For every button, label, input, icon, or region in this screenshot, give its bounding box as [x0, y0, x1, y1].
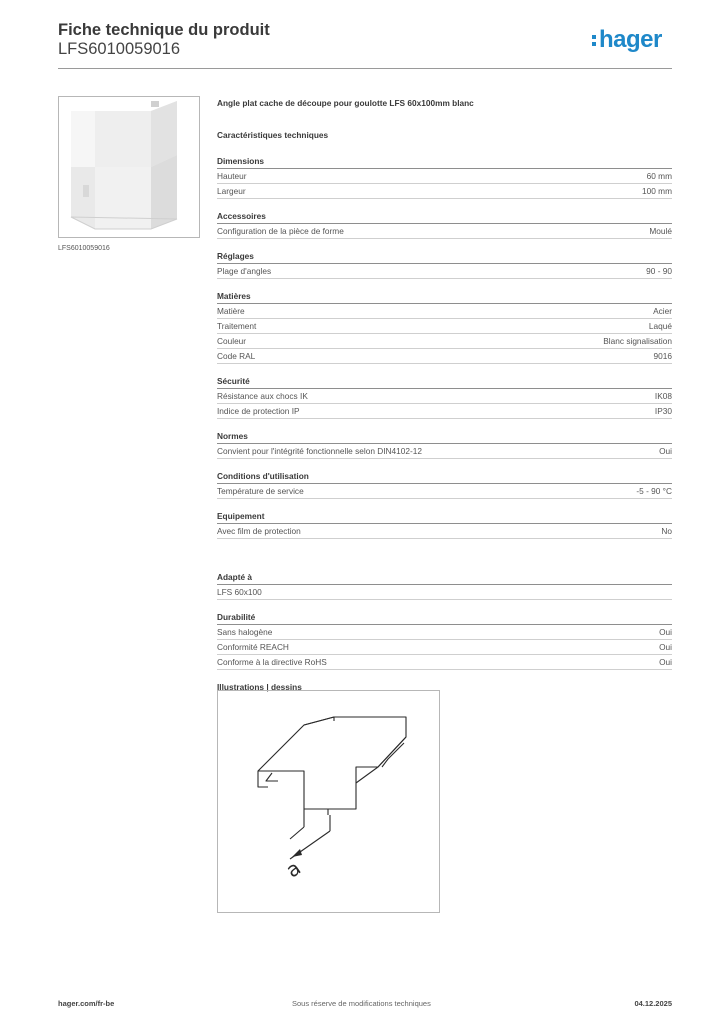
- section-title: Dimensions: [217, 154, 672, 169]
- spec-label: Matière: [217, 306, 245, 316]
- spec-value: 9016: [653, 351, 672, 361]
- spec-section: [217, 374, 672, 419]
- spec-row: [217, 264, 672, 279]
- product-reference: LFS6010059016: [58, 40, 181, 58]
- spec-value: IP30: [654, 406, 672, 416]
- photo-caption: LFS6010059016: [58, 245, 110, 252]
- spec-row: [217, 640, 672, 655]
- spec-row: [217, 444, 672, 459]
- section-title: Sécurité: [217, 374, 672, 389]
- spec-row: [217, 389, 672, 404]
- technical-drawing: [217, 690, 440, 913]
- spec-row: [217, 625, 672, 640]
- spec-value: Oui: [659, 627, 672, 637]
- spec-value: No: [661, 526, 672, 536]
- spec-value: 90 - 90: [646, 266, 672, 276]
- spec-label: Traitement: [217, 321, 257, 331]
- spec-row: [217, 585, 672, 600]
- spec-label: Couleur: [217, 336, 247, 346]
- section-title: Accessoires: [217, 209, 672, 224]
- spec-row: [217, 655, 672, 670]
- spec-section: [217, 154, 672, 199]
- footer-date: 04.12.2025: [634, 999, 672, 1008]
- section-title: Normes: [217, 429, 672, 444]
- spec-label: Avec film de protection: [217, 526, 301, 536]
- spec-sections: [217, 154, 672, 539]
- section-title: Equipement: [217, 509, 672, 524]
- spec-label: LFS 60x100: [217, 587, 262, 597]
- spec-row: [217, 319, 672, 334]
- characteristics-title: Caractéristiques techniques: [217, 130, 329, 140]
- spec-value: 60 mm: [646, 171, 672, 181]
- spec-label: Résistance aux chocs IK: [217, 391, 308, 401]
- spec-section: [217, 429, 672, 459]
- spec-label: Plage d'angles: [217, 266, 272, 276]
- spec-section: [217, 509, 672, 539]
- spec-row: [217, 169, 672, 184]
- header-divider: [58, 68, 672, 69]
- spec-row: [217, 404, 672, 419]
- spec-sections-extra: [217, 570, 672, 670]
- technical-drawing-image: [218, 691, 439, 912]
- footer-website[interactable]: hager.com/fr-be: [58, 999, 115, 1008]
- spec-section: [217, 289, 672, 364]
- spec-row: [217, 334, 672, 349]
- spec-value: 100 mm: [642, 186, 672, 196]
- spec-value: Acier: [653, 306, 672, 316]
- spec-row: [217, 304, 672, 319]
- specifications: [217, 96, 672, 694]
- dimension-label: a: [281, 855, 306, 883]
- spec-row: [217, 524, 672, 539]
- spec-row: [217, 349, 672, 364]
- page-title: Fiche technique du produit: [58, 21, 270, 39]
- product-photo: [58, 96, 200, 238]
- spec-label: Code RAL: [217, 351, 256, 361]
- spec-label: Hauteur: [217, 171, 247, 181]
- spec-label: Température de service: [217, 486, 304, 496]
- logo-dots-icon: [592, 33, 597, 47]
- section-title: Matières: [217, 289, 672, 304]
- spec-row: [217, 184, 672, 199]
- spec-value: Oui: [659, 642, 672, 652]
- spec-row: [217, 484, 672, 499]
- spec-label: Largeur: [217, 186, 246, 196]
- spec-label: Indice de protection IP: [217, 406, 300, 416]
- spec-label: Conforme à la directive RoHS: [217, 657, 327, 667]
- spec-value: Oui: [659, 657, 672, 667]
- section-title: Durabilité: [217, 610, 672, 625]
- logo-text: hager: [599, 26, 662, 53]
- illustrations-title: Illustrations | dessins: [217, 682, 302, 692]
- spec-value: IK08: [654, 391, 672, 401]
- section-title: Réglages: [217, 249, 672, 264]
- hager-logo: [592, 28, 662, 52]
- spec-label: Convient pour l'intégrité fonctionnelle selon DIN4102-12: [217, 446, 422, 456]
- spec-section: [217, 570, 672, 600]
- spec-value: Blanc signalisation: [603, 336, 672, 346]
- spec-label: Conformité REACH: [217, 642, 289, 652]
- footer-disclaimer: Sous réserve de modifications techniques: [292, 999, 431, 1008]
- spec-value: Laqué: [648, 321, 672, 331]
- product-photo-image: [59, 97, 199, 237]
- spec-section: [217, 209, 672, 239]
- spec-value: Oui: [659, 446, 672, 456]
- product-title: Angle plat cache de découpe pour goulotte LFS 60x100mm blanc: [217, 98, 474, 108]
- spec-label: Configuration de la pièce de forme: [217, 226, 344, 236]
- spec-value: -5 - 90 °C: [636, 486, 672, 496]
- spec-section: [217, 249, 672, 279]
- spec-section: [217, 469, 672, 499]
- spec-value: Moulé: [649, 226, 672, 236]
- section-title: Conditions d'utilisation: [217, 469, 672, 484]
- spec-row: [217, 224, 672, 239]
- section-title: Adapté à: [217, 570, 672, 585]
- spec-section: [217, 610, 672, 670]
- spec-label: Sans halogène: [217, 627, 273, 637]
